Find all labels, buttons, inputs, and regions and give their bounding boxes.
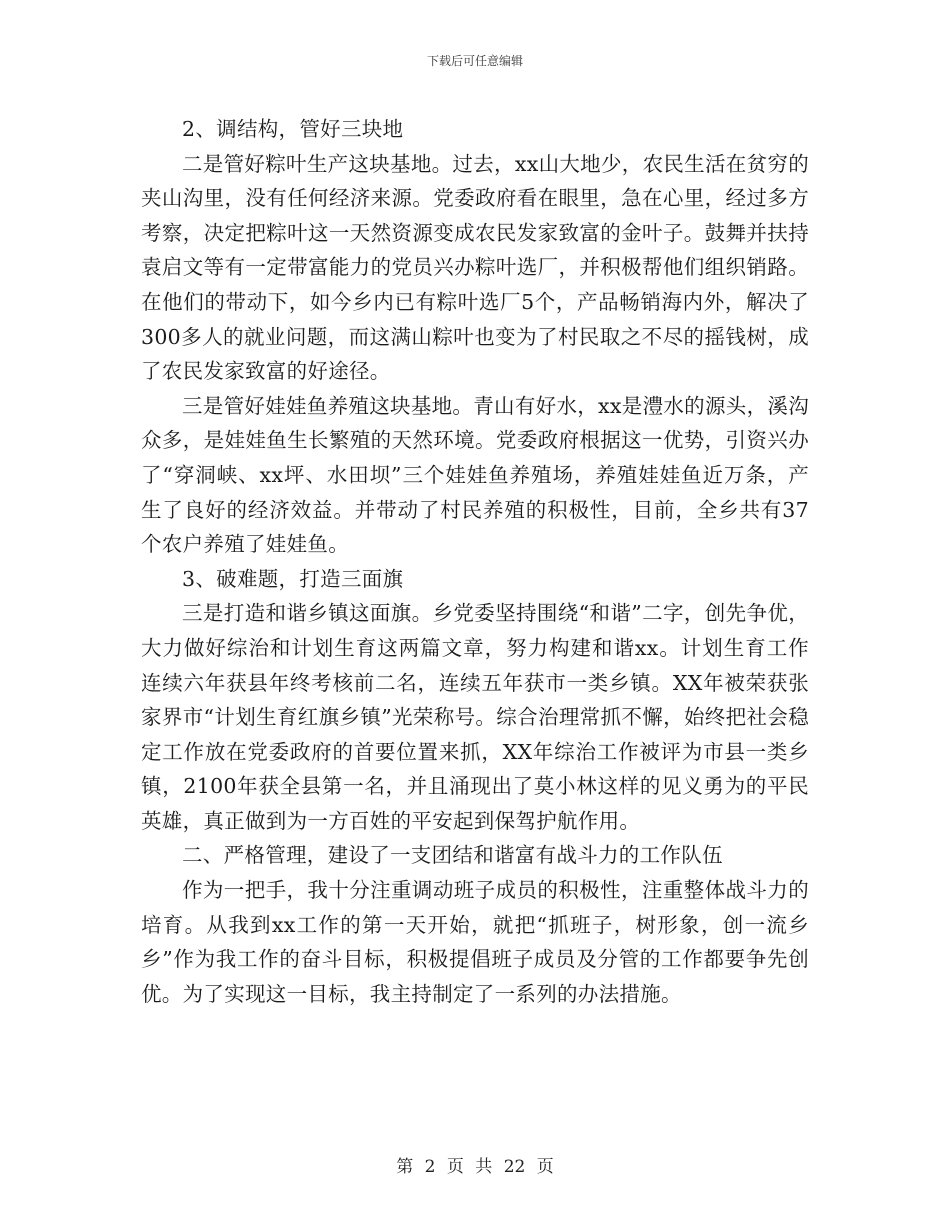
- page-header: 下载后可任意编辑: [426, 54, 523, 68]
- body-paragraph: 三是管好娃娃鱼养殖这块基地。青山有好水，xx是澧水的源头，溪沟众多，是娃娃鱼生长繁殖的天然环境。党委政府根据这一优势，引资兴办了“穿洞峡、xx坪、水田坝”三个娃娃鱼养殖场，养殖娃娃鱼近万条，产生了良好的经济效益。并带动了村民养殖的积极性，目前，全乡共有37个农户养殖了娃娃鱼。: [141, 393, 809, 557]
- body-paragraph: 三是打造和谐乡镇这面旗。乡党委坚持围绕“和谐”二字，创先争优，大力做好综治和计划生育这两篇文章，努力构建和谐xx。计划生育工作连续六年获县年终考核前二名，连续五年获市一类乡镇。XX年被荣获张家界市“计划生育红旗乡镇”光荣称号。综合治理常抓不懈，始终把社会稳定工作放在党委政府的首要位置来抓，XX年综治工作被评为市县一类乡镇，2100年获全县第一名，并且涌现出了莫小林这样的见义勇为的平民英雄，真正做到为一方百姓的平安起到保驾护航作用。: [141, 601, 809, 833]
- body-paragraph: 作为一把手，我十分注重调动班子成员的积极性，注重整体战斗力的培育。从我到xx工作的第一天开始，就把“抓班子，树形象，创一流乡乡”作为我工作的奋斗目标，积极提倡班子成员及分管的工作都要争先创优。为了实现这一目标，我主持制定了一系列的办法措施。: [141, 878, 809, 1006]
- section-heading: 2、调结构，管好三块地: [182, 117, 404, 141]
- section-heading: 二、严格管理，建设了一支团结和谐富有战斗力的工作队伍: [182, 843, 723, 868]
- page-number-footer: 第 2 页 共 22 页: [396, 1157, 554, 1177]
- section-heading: 3、破难题，打造三面旗: [182, 566, 404, 591]
- body-paragraph: 二是管好粽叶生产这块基地。过去，xx山大地少，农民生活在贫穷的夹山沟里，没有任何经济来源。党委政府看在眼里，急在心里，经过多方考察，决定把粽叶这一天然资源变成农民发家致富的金叶子。鼓舞并扶持袁启文等有一定带富能力的党员兴办粽叶选厂，并积极帮他们组织销路。在他们的带动下，如今乡内已有粽叶选厂5个，产品畅销海内外，解决了300多人的就业问题，而这满山粽叶也变为了村民取之不尽的摇钱树，成了农民发家致富的好途径。: [141, 151, 809, 384]
- document-body: [141, 112, 809, 1011]
